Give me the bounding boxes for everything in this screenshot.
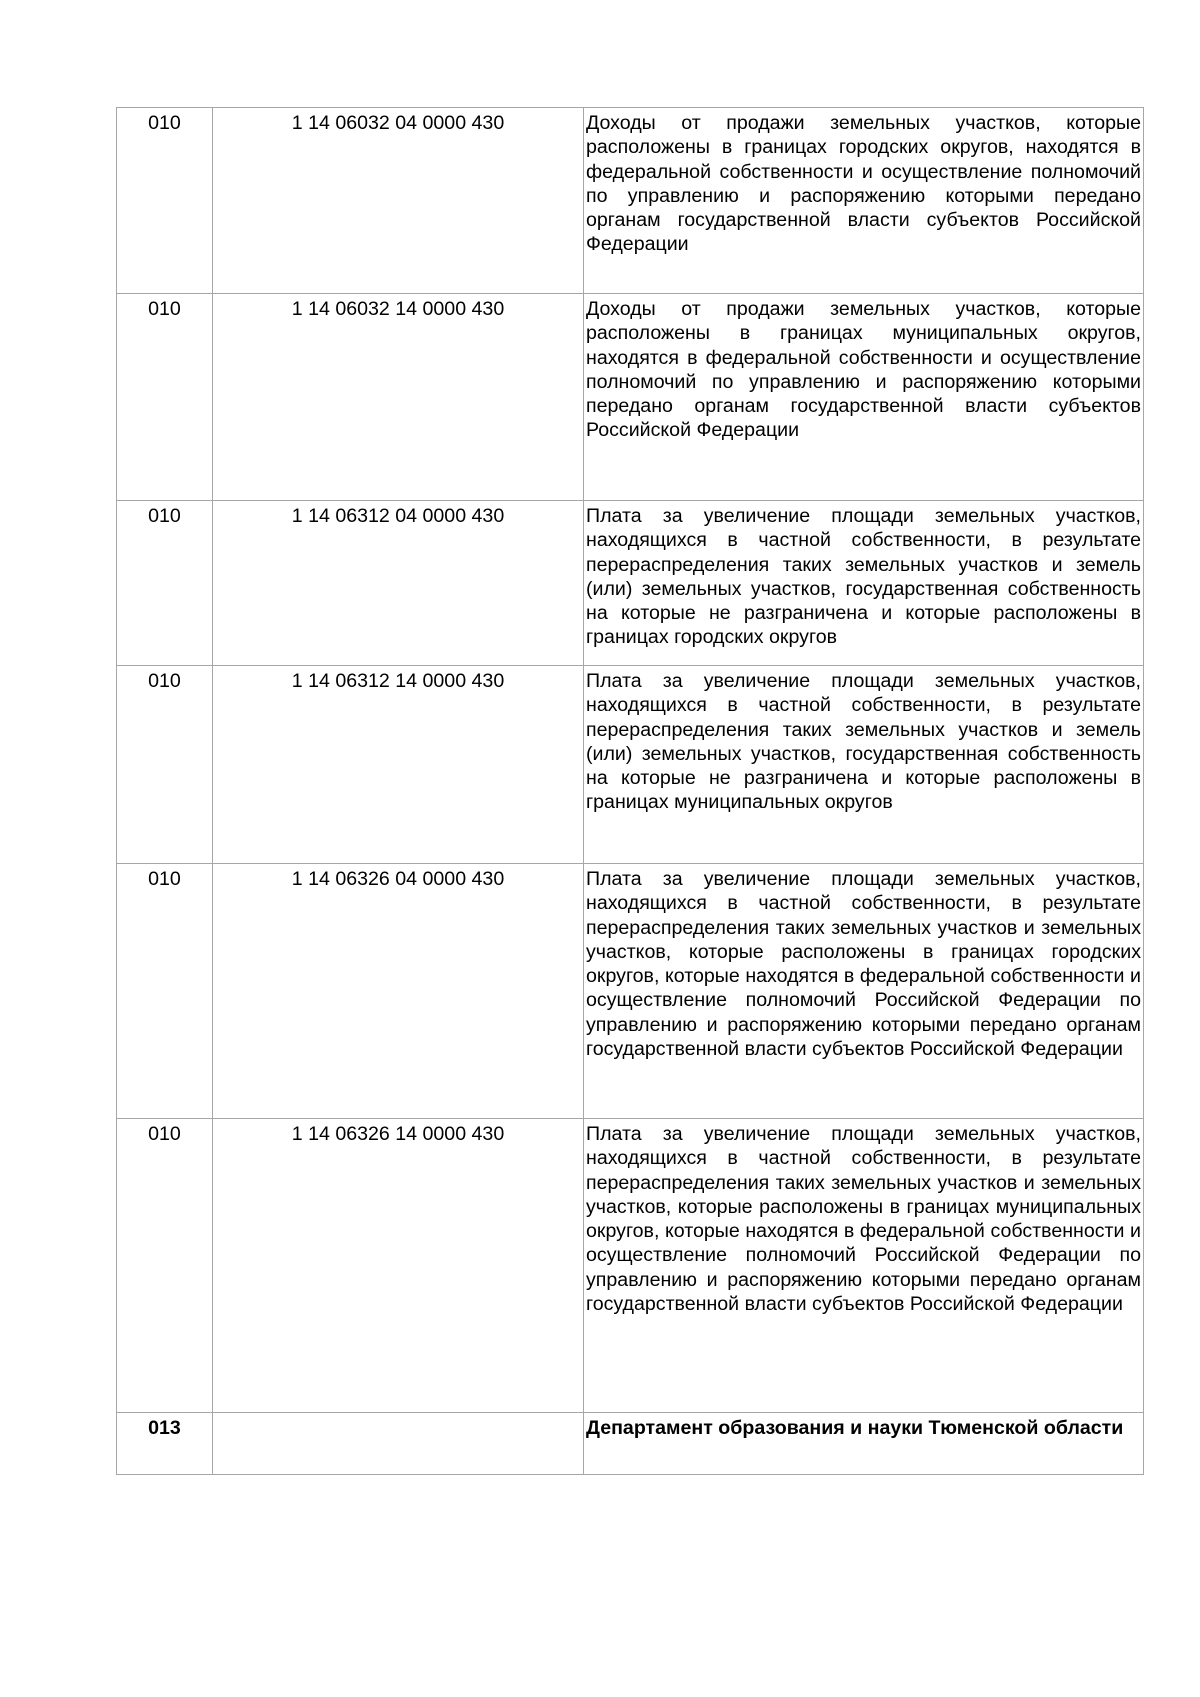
revenue-codes-table xyxy=(116,107,1144,1475)
admin-code-cell: 010 xyxy=(117,666,213,864)
table-row xyxy=(117,501,1144,666)
table-row xyxy=(117,864,1144,1119)
revenue-name-cell: Доходы от продажи земельных участков, которые расположены в границах городских округов, находятся в федеральной собственности и осуществление полномочий по управлению и распоряжению которыми передано органам государственной власти субъектов Российской Федерации xyxy=(584,108,1144,294)
revenue-name-cell: Департамент образования и науки Тюменской области xyxy=(584,1413,1144,1475)
kbk-code-cell: 1 14 06326 14 0000 430 xyxy=(213,1119,584,1413)
kbk-code-cell: 1 14 06032 04 0000 430 xyxy=(213,108,584,294)
table-row xyxy=(117,294,1144,501)
admin-code-cell: 010 xyxy=(117,108,213,294)
kbk-code-cell: 1 14 06312 14 0000 430 xyxy=(213,666,584,864)
table-row xyxy=(117,108,1144,294)
kbk-code-cell: 1 14 06032 14 0000 430 xyxy=(213,294,584,501)
admin-code-cell: 010 xyxy=(117,294,213,501)
revenue-name-cell: Плата за увеличение площади земельных участков, находящихся в частной собственности, в результате перераспределения таких земельных участков и земель (или) земельных участков, государственная собственность на которые не разграничена и которые расположены в границах муниципальных округов xyxy=(584,666,1144,864)
revenue-name-cell: Плата за увеличение площади земельных участков, находящихся в частной собственности, в результате перераспределения таких земельных участков и земель (или) земельных участков, государственная собственность на которые не разграничена и которые расположены в границах городских округов xyxy=(584,501,1144,666)
table-row xyxy=(117,666,1144,864)
table-row xyxy=(117,1119,1144,1413)
admin-code-cell: 010 xyxy=(117,1119,213,1413)
admin-code-cell: 010 xyxy=(117,501,213,666)
table-row xyxy=(117,1413,1144,1475)
kbk-code-cell xyxy=(213,1413,584,1475)
kbk-code-cell: 1 14 06326 04 0000 430 xyxy=(213,864,584,1119)
admin-code-cell: 010 xyxy=(117,864,213,1119)
kbk-code-cell: 1 14 06312 04 0000 430 xyxy=(213,501,584,666)
revenue-name-cell: Доходы от продажи земельных участков, которые расположены в границах муниципальных округов, находятся в федеральной собственности и осуществление полномочий по управлению и распоряжению которыми передано органам государственной власти субъектов Российской Федерации xyxy=(584,294,1144,501)
revenue-name-cell: Плата за увеличение площади земельных участков, находящихся в частной собственности, в результате перераспределения таких земельных участков и земельных участков, которые расположены в границах городских округов, которые находятся в федеральной собственности и осуществление полномочий Российской Федерации по управлению и распоряжению которыми передано органам государственной власти субъектов Российской Федерации xyxy=(584,864,1144,1119)
admin-code-cell: 013 xyxy=(117,1413,213,1475)
revenue-name-cell: Плата за увеличение площади земельных участков, находящихся в частной собственности, в результате перераспределения таких земельных участков и земельных участков, которые расположены в границах муниципальных округов, которые находятся в федеральной собственности и осуществление полномочий Российской Федерации по управлению и распоряжению которыми передано органам государственной власти субъектов Российской Федерации xyxy=(584,1119,1144,1413)
